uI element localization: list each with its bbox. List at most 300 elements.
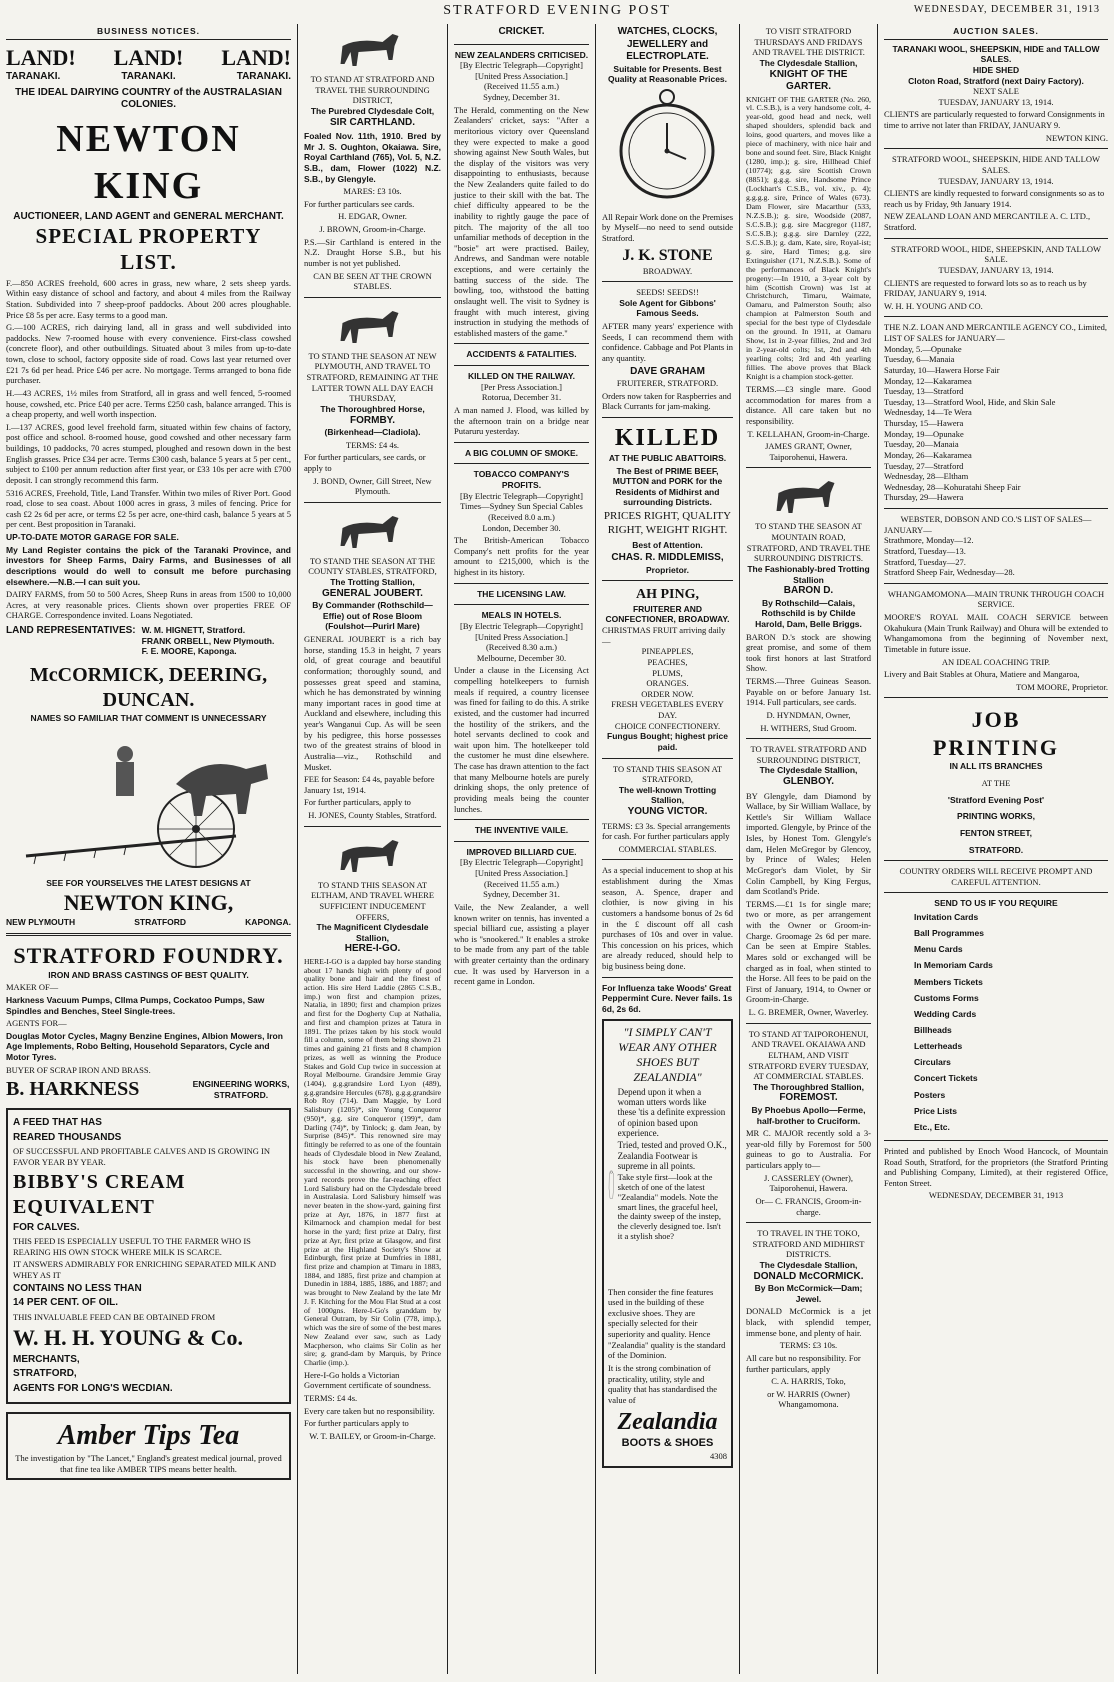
masthead-date: WEDNESDAY, DECEMBER 31, 1913 <box>913 4 1100 15</box>
sale-heading: TARANAKI WOOL, SHEEPSKIN, HIDE and TALLOW SALES. <box>892 43 1100 65</box>
list-item: Billheads <box>914 1024 952 1035</box>
ad-body: BY Glengyle, dam Diamond by Wallace, by Sir William Wallace, by Kettle's Sir William Wallace imported. Glengyle, by Prince of the Isles, by Honest Tom. Glengyle's dam, Helen McGregor by Glencoy, by Prince of Wales; Helen McGregor's dam Violet, by Sir Colin Campbell, by King Fergus, dam Scotland's Pride. <box>746 790 871 897</box>
list-item: Thursday, 15—Hawera <box>884 418 964 428</box>
bibby-answers: IT ANSWERS ADMIRABLY FOR ENRICHING SEPARATED MILK AND WHEY AS IT <box>13 1259 277 1280</box>
sale-body: CLIENTS are particularly requested to forward Consignments in time to arrive not later than FRIDAY, JANUARY 9. <box>884 109 1105 130</box>
ad-terms: TERMS.—£3 single mare. Good accommodation for mares from a distance. All care taken but no responsibility. <box>746 384 871 426</box>
ideal-dairying: THE IDEAL DAIRYING COUNTRY of the AUSTRALASIAN COLONIES. <box>15 86 282 111</box>
news-body: Under a clause in the Licensing Act compelling hotelkeepers to furnish meals if required, a country licensee was fined for failing to do this. A strike existed, and the customer had incurred the hostility of the strikers, and the hotel servants declined to cook and wait upon him. The hotelkeeper told the customer he must dine elsewhere. The case has drawn attention to the fact that many Melbourne hotels are purely drinking shops, the only pretence of providing meals being the counter lunches. <box>454 665 589 814</box>
divider <box>884 1140 1108 1141</box>
ad-groom: Or— C. FRANCIS, Groom-in-charge. <box>755 1195 862 1217</box>
agents-for-label: AGENTS FOR— <box>6 1018 67 1029</box>
ad-horse-name: GENERAL JOUBERT. <box>322 587 423 599</box>
masthead <box>0 0 1114 22</box>
column-stallions-2 <box>740 24 878 1674</box>
harkness-footer <box>6 1077 291 1102</box>
ad-body: MR C. MAJOR recently sold a 3-year-old filly by Foremost for 500 guineas to go to Australia. For particulars apply to— <box>746 1128 871 1170</box>
best-beef: The Best of PRIME BEEF, MUTTON and PORK for the Residents of Midhirst and surrounding Districts. <box>612 465 723 508</box>
zealandia-number: 4308 <box>710 1451 727 1462</box>
sale-list <box>884 535 1108 578</box>
stone-name: J. K. STONE <box>622 246 713 264</box>
ad-terms: TERMS.—Three Guineas Season. Payable on or before January 1st. 1914. Full particulars, see cards. <box>746 676 871 708</box>
bibby-percent: 14 PER CENT. OF OIL. <box>13 1297 119 1308</box>
ad-owner: H. EDGAR, Owner. <box>338 211 407 222</box>
list-item: Wednesday, 14—Te Wera <box>884 407 972 418</box>
maker-items: Harkness Vacuum Pumps, Cllma Pumps, Cockatoo Pumps, Saw Spindles and Benches, Steel Single-trees. <box>6 994 265 1016</box>
ad-body: DONALD McCormick is a jet black, with splendid temper, immense bone, and plenty of hair. <box>746 1306 871 1338</box>
seeds-agent: Sole Agent for Gibbons' Famous Seeds. <box>619 297 716 319</box>
divider <box>304 826 441 827</box>
zealandia-boots: BOOTS & SHOES <box>621 1437 714 1450</box>
special-property-list: SPECIAL PROPERTY LIST. <box>35 224 262 275</box>
divider <box>884 892 1108 893</box>
post-name: 'Stratford Evening Post' <box>947 794 1045 805</box>
list-item: Tuesday, 13—Stratford Wool, Hide, and Skin Sale <box>884 396 1056 407</box>
sale-date: TUESDAY, JANUARY 13, 1914. <box>938 96 1054 107</box>
abattoirs-line: AT THE PUBLIC ABATTOIRS. <box>608 452 727 463</box>
newton-king-footer: NEWTON KING, <box>63 890 234 915</box>
fruit-item: PINEAPPLES, <box>641 646 694 657</box>
list-item: Tuesday, 6—Manaia <box>884 354 955 365</box>
list-item: In Memoriam Cards <box>914 960 993 971</box>
column-stallions-1 <box>298 24 448 1674</box>
ad-breed: The Trotting Stallion, <box>330 577 415 587</box>
stratford-line: STRATFORD. <box>968 844 1024 855</box>
column-auction-sales <box>878 24 1114 1674</box>
listing-f: F.—850 ACRES freehold, 600 acres in grass, new whare, 2 sets sheep yards. Within easy distance of school and factory, and about 4 miles from the Railway Station. Subdivided into 7 sheep-proof paddocks. About 200 acres ploughable. Price £8 5s per acre. Easy terms to a good man. <box>6 277 291 320</box>
divider <box>884 238 1108 239</box>
town-name: STRATFORD <box>134 916 187 927</box>
bibby-useful: THIS FEED IS ESPECIALLY USEFUL TO THE FARMER WHO IS REARING HIS OWN STOCK WHERE MILK IS SCARCE. <box>13 1236 251 1257</box>
ad-owner: C. A. HARRIS, Toko, <box>771 1376 846 1387</box>
horse-icon <box>746 473 871 521</box>
zealandia-body: Tried, tested and proved O.K., Zealandia Footwear is supreme in all points. <box>617 1140 727 1171</box>
repair-note: All Repair Work done on the Premises by Myself—no need to send outside Stratford. <box>602 211 733 243</box>
list-item: Monday, 19—Opunake <box>884 428 964 439</box>
news-subheading: IMPROVED BILLIARD CUE. <box>466 846 577 857</box>
ad-breed: The Fashionably-bred Trotting Stallion <box>747 563 870 585</box>
list-item: Monday, 5.—Opunake <box>884 343 962 354</box>
at-the: AT THE <box>981 778 1011 788</box>
ad-cert: Here-I-Go holds a Victorian Government certificate of soundness. <box>304 1369 431 1391</box>
ad-pedigree: By Rothschild—Calais, Rothschild is by Childe Harold, Dam, Belle Briggs. <box>755 597 862 629</box>
zealandia-ad <box>602 1019 733 1468</box>
coach-heading: WHANGAMOMONA—MAIN TRUNK THROUGH COACH SERVICE. <box>887 588 1105 610</box>
divider <box>884 316 1108 317</box>
list-item: Stratford Sheep Fair, Wednesday—28. <box>884 567 1015 578</box>
ad-terms: TERMS.—£1 1s for single mare; two or more, as per arrangement with the Owner or Groom-in-Charge. Groomage 2s 6d per mare. Can be seen at Empire Stables. Mares sold or exchanged will be charged as in foal, when stinted to the Horse. All fees to be paid on the First of January, 1914, to Owner or Groom-in-Charge. <box>746 898 871 1005</box>
newton-king-heading: NEWTON KING <box>56 117 241 208</box>
list-item: Monday, 12—Kakaramea <box>884 375 972 386</box>
maker-of-label: MAKER OF— <box>6 982 59 993</box>
news-place: London, December 30. <box>482 522 561 533</box>
for-calves: FOR CALVES. <box>13 1221 80 1233</box>
ad-intro: TO VISIT STRATFORD THURSDAYS AND FRIDAYS AND TRAVEL THE DISTRICT. <box>752 26 865 58</box>
list-item: Tuesday, 20—Manaia <box>884 439 959 450</box>
seeds-heading: SEEDS! SEEDS!! <box>636 287 699 298</box>
zealandia-body: It is the strong combination of practicality, utility, style and quality that has standardised the value of <box>608 1362 718 1405</box>
list-item: Stratford, Tuesday—27. <box>884 556 966 567</box>
ad-breed: The Magnificent Clydesdale Stallion, <box>316 922 429 943</box>
middlemiss-name: CHAS. R. MIDDLEMISS, <box>611 552 724 564</box>
ad-further: For further particulars see cards. <box>304 198 415 209</box>
zealandia-brand: Zealandia <box>617 1409 718 1436</box>
taranaki-word: TARANAKI. <box>236 71 291 83</box>
ad-intro: TO TRAVEL STRATFORD AND SURROUNDING DISTRICT, <box>750 744 867 765</box>
news-body: The Herald, commenting on the New Zealanders' cricket, says: "After a meritorious victory over Queensland they were expected to make a good showing against New South Wales, but the display of the visitors was very disappointing to enthusiasts, because the New Zealanders quite failed to do justice to their skill with the bat. The chief difficulty appeared to be the inability to rightly gauge the pace of pitch. The majority of the all too unfamiliar methods of deception in the "bosie" art were practised. Bailey, Andrews, and Sandman were notable exceptions, and were certainly the batting success of the side. The bowling, too, withstood the batting onslaught well. The visit to Sydney is fraught with much interest, giving instruction in studying the methods of established masters of the game." <box>454 104 589 338</box>
nz-heading: THE N.Z. LOAN AND MERCANTILE AGENCY CO., Limited, <box>884 322 1108 333</box>
land-register: My Land Register contains the pick of the Taranaki Province, and investors for Sheep Farms, Dairy Farms, and Businesses of all descriptions would do well to consult me before purchasing elsewhere.—N.B.—I can suit you. <box>6 544 291 587</box>
list-item: Posters <box>914 1089 946 1100</box>
news-wire: [By Electric Telegraph—Copyright] Times—Sydney Sun Special Cables (Received 8.0 a.m.) <box>460 490 583 522</box>
divider <box>602 580 733 581</box>
list-item: Monday, 26—Kakaramea <box>884 449 972 460</box>
coach-body: MOORE'S ROYAL MAIL COACH SERVICE between Okahukura (Main Trunk Railway) and Ohura will be extended to Whangamomona from the beginning of November next, Timetable in future issue. <box>884 612 1108 654</box>
stone-address: BROADWAY. <box>642 265 693 276</box>
list-item: Price Lists <box>914 1105 957 1116</box>
job-heading: JOB <box>971 707 1021 733</box>
graham-orders: Orders now taken for Raspberries and Black Currants for jam-making. <box>602 390 732 412</box>
fungus-note: Fungus Bought; highest price paid. <box>607 731 728 752</box>
ad-body: Foaled Nov. 11th, 1910. Bred by Mr J. S. Oughton, Okaiawa. Sire, Royal Carthland (765), Vol. 5, N.Z. S.B., dam, Flower (1022) N.Z. S.B., by Glengyle. <box>304 131 441 184</box>
horse-icon <box>304 832 441 880</box>
ad-horse-name: FORMBY. <box>350 414 395 426</box>
xmas-fruit: CHRISTMAS FRUIT arriving daily— <box>602 625 726 646</box>
pocket-watch-icon <box>602 85 732 205</box>
ad-body: KNIGHT OF THE GARTER (No. 260, vl. C.S.B.), is a very handsome colt, 4-year-old, good head and neck, well shaped shoulders, splendid back and loins, good quarters, and moves like a piece of machinery, with nice hair and bone and sound feet. Sire, Black Knight (1280, imp.); g. sire, Hillhead Chief (10774); g.g. sire Scottish Crown (8851); g.g.g. sire, Handsome Prince (Lockhart's C.S.B., vol. xiv., p. 4); g.g.g.g. sire, Prince of Wales (673). Dam Flower, sire Macarthur (533, N.Z.S.B.); g. sire, Woodside (2087, S.C.S.B.); g.g. sire Macgregor (1187, S.C.S.B.); g.g.g. sire Darnley (222, S.C.S.B.); g. dam, Kate, sire, Royal-ist; g. sire, Hard Times; g.g. sire Extinguisher (171, N.Z.S.B.). Some of the performances of Black Knight's progeny:—In 1910, a 3-year colt by him (Scottish Crown) was 1st at Christchurch, Timaru, Waimate, Oamaru, and Palmerston South; also champion at Palmerston South and special for the best type of Clydesdale on the ground. In 1911, at Oamaru Show, 1st in 2-year fillies, 2nd and 3rd in 2-year-old colts; 1st, 2nd and 4th yearling colts; 3rd and 4th yearling fillies. The above proves that Black Knight is a champion stock-getter. <box>746 94 871 382</box>
news-heading: A BIG COLUMN OF SMOKE. <box>464 447 578 458</box>
divider <box>454 343 589 344</box>
divider <box>602 758 733 759</box>
ad-groom: J. BROWN, Groom-in-Charge. <box>319 224 426 234</box>
sale-sign: NEWTON KING. <box>1045 132 1108 143</box>
amber-note: The investigation by "The Lancet," England's greatest medical journal, proved that fine tea like AMBER TIPS means better health. <box>15 1453 282 1474</box>
amber-tips-ad <box>6 1412 291 1480</box>
ad-body: BARON D.'s stock are showing great promise, and some of them took first honors at last Stratford Show. <box>746 631 871 674</box>
land-word: LAND! <box>6 44 76 70</box>
news-place: Sydney, December 31. <box>483 889 560 900</box>
ad-owner: J. CASSERLEY (Owner), Taiporohenui, Hawera. <box>764 1172 853 1194</box>
web-heading: WEBSTER, DOBSON AND CO.'S LIST OF SALES— <box>900 514 1092 524</box>
ad-owner: L. G. BREMER, Owner, Waverley. <box>748 1007 869 1017</box>
young-stratford: STRATFORD, <box>13 1368 77 1380</box>
branches-line: IN ALL ITS BRANCHES <box>949 761 1043 772</box>
divider <box>454 442 589 443</box>
ad-owner: H. JONES, County Stables, Stratford. <box>308 810 437 820</box>
ad-owner: D. HYNDMAN, Owner, <box>766 709 851 720</box>
harkness-name: B. HARKNESS <box>6 1078 140 1101</box>
news-received: (Received 11.55 a.m.) <box>484 81 559 92</box>
ad-horse-name: BARON D. <box>783 585 834 597</box>
ad-further: For further particulars, see cards, or apply to <box>304 452 426 473</box>
ad-breed: The Clydesdale Stallion, <box>759 765 858 776</box>
divider <box>6 933 291 936</box>
feed-line: REARED THOUSANDS <box>13 1131 122 1143</box>
divider <box>884 583 1108 584</box>
taranaki-word: TARANAKI. <box>6 71 61 83</box>
ad-seen: CAN BE SEEN AT THE CROWN STABLES. <box>313 270 432 292</box>
list-item: Wednesday, 28—Eltham <box>884 471 969 482</box>
coach-owner: TOM MOORE, Proprietor. <box>1016 681 1108 692</box>
list-item: Stratford, Tuesday—13. <box>884 545 966 556</box>
news-heading: ACCIDENTS & FATALITIES. <box>466 349 577 360</box>
list-item: Letterheads <box>914 1041 963 1052</box>
reps-label: LAND REPRESENTATIVES: <box>6 625 136 636</box>
land-word: LAND! <box>221 44 291 70</box>
news-heading: THE LICENSING LAW. <box>477 588 566 599</box>
listing-5316: 5316 ACRES, Freehold, Title, Land Transfer. Within two miles of River Port. Good road, close to sea coast. About 1000 acres in grass, 3 miles of fencing. Price for cash £2 2s 6d per acre, or terms £2 5s per acre, one-third cash, balance 5 years at 5 per cent. Best proposition in Taranaki. <box>6 487 291 530</box>
news-wire: [By Electric Telegraph—Copyright] [United Press Association.] <box>460 857 583 878</box>
scrap-buyer: BUYER OF SCRAP IRON AND BRASS. <box>6 1064 151 1075</box>
divider <box>884 697 1108 698</box>
nz-subheading: LIST OF SALES for JANUARY— <box>884 333 1005 343</box>
divider <box>602 977 733 978</box>
divider <box>884 508 1108 509</box>
sale-heading: STRATFORD WOOL, HIDE, SHEEPSKIN, AND TALLOW SALE. <box>890 243 1102 265</box>
ad-owner: JAMES GRANT, Owner, Taiporohenui, Hawera. <box>765 441 852 462</box>
news-subheading: KILLED ON THE RAILWAY. <box>468 371 575 381</box>
prices-right: PRICES RIGHT, QUALITY RIGHT, WEIGHT RIGHT. <box>603 510 732 536</box>
news-subheading: MEALS IN HOTELS. <box>481 610 562 621</box>
ad-horse-name: KNIGHT OF THE GARTER. <box>769 68 848 92</box>
divider <box>454 841 589 842</box>
web-subheading: JANUARY— <box>884 524 932 535</box>
fruit-item: PLUMS, <box>652 667 683 678</box>
foundry-heading: STRATFORD FOUNDRY. <box>13 943 284 969</box>
divider <box>304 297 441 298</box>
ad-further: For further particulars apply to <box>304 1418 409 1429</box>
ad-pedigree: By Bon McCormick—Dam; Jewel. <box>754 1283 863 1304</box>
shoe-sketch-icon <box>608 1085 615 1285</box>
news-received: (Received 11.55 a.m.) <box>484 878 559 889</box>
sale-location: Cloton Road, Stratford (next Dairy Factory). <box>908 75 1084 86</box>
mccormick-heading: McCORMICK, DEERING, DUNCAN. <box>29 663 268 711</box>
list-item: Thursday, 29—Hawera <box>884 492 964 503</box>
zealandia-body: Take style first—look at the sketch of one of the latest "Zealandia" models. Note the smart lines, the graceful heel, the dainty sweep of the instep, the cleverly designed toe. Isn't it a stylish shoe? <box>617 1172 722 1241</box>
divider <box>454 365 589 366</box>
ad-intro: TO STAND THE SEASON AT NEW PLYMOUTH, AND TRAVEL TO STRATFORD, REMAINING AT THE LATTER TOWN ALL DAY EACH THURSDAY, <box>306 350 439 404</box>
town-name: KAPONGA. <box>245 916 291 927</box>
divider <box>746 1023 871 1024</box>
land-representatives <box>6 625 291 657</box>
divider <box>884 860 1108 861</box>
ad-care: All care but no responsibility. For further particulars, apply <box>746 1352 861 1374</box>
section-header: BUSINESS NOTICES. <box>6 26 291 40</box>
fresh-veg: FRESH VEGETABLES EVERY DAY. <box>611 699 724 720</box>
auctioneer-line: AUCTIONEER, LAND AGENT and GENERAL MERCHANT. <box>13 210 284 222</box>
next-sale: NEXT SALE <box>973 86 1019 97</box>
listing-i: I.—137 ACRES, good level freehold farm, situated within few chains of factory, post office and school. 8-roomed house, good cowshed and other necessary farm buildings, 10 paddocks, 70 acres stumped, ploughed and resown down in the best English grasses. Price £34 per acre. Terms £300 cash, balance 5 years at 5 per cent., subject to £100 per annum reduction after first year, or £33 10s per acre with £700 deposit. I can strongly recommend this farm. <box>6 421 291 485</box>
young-name: W. H. H. YOUNG & Co. <box>13 1325 243 1351</box>
printing-works: PRINTING WORKS, <box>957 811 1035 822</box>
graham-name: DAVE GRAHAM <box>630 365 705 377</box>
list-item: Customs Forms <box>914 992 979 1003</box>
ad-intro: TO STAND THIS SEASON AT ELTHAM, AND TRAVEL WHERE SUFFICIENT INDUCEMENT OFFERS, <box>310 879 435 922</box>
list-item: Saturday, 10—Hawera Horse Fair <box>884 364 1000 375</box>
young-agents: AGENTS FOR LONG'S WECDIAN. <box>13 1382 173 1394</box>
coach-ideal: AN IDEAL COACHING TRIP. <box>941 656 1051 667</box>
ad-groom: T. KELLAHAN, Groom-in-Charge. <box>747 428 870 439</box>
ad-terms: TERMS: £3 3s. Special arrangements for cash. For further particulars apply <box>602 820 731 842</box>
ad-pedigree: By Commander (Rothschild—Effie) out of Rose Bloom (Foulshot—Purirl Mare) <box>312 600 433 632</box>
sale-body: CLIENTS are kindly requested to forward consignments so as to reach us by Friday, 9th January 1914. <box>884 188 1105 209</box>
ad-owner: J. BOND, Owner, Gill Street, New Plymouth. <box>313 475 432 497</box>
ahping-name: AH PING, <box>636 587 699 603</box>
news-wire: [Per Press Association.] <box>481 381 562 392</box>
ahping-trade: FRUITERER AND CONFECTIONER, BROADWAY. <box>605 603 730 625</box>
castings-line: IRON AND BRASS CASTINGS OF BEST QUALITY. <box>48 969 249 980</box>
zealandia-body: Depend upon it when a woman utters words like these 'tis a definite expression of opinion based upon experience. <box>617 1086 726 1138</box>
ad-terms: TERMS: £4 4s. <box>304 1392 358 1403</box>
mower-illustration <box>6 724 290 874</box>
watch-heading: WATCHES, CLOCKS, JEWELLERY and ELECTROPLATE. <box>617 26 718 62</box>
divider <box>602 859 733 860</box>
news-subheading: NEW ZEALANDERS CRITICISED. <box>454 49 589 60</box>
section-header: AUCTION SALES. <box>884 26 1108 40</box>
ad-groom: H. WITHERS, Stud Groom. <box>760 722 857 733</box>
divider <box>454 463 589 464</box>
bibby-heading: BIBBY'S CREAM EQUIVALENT <box>13 1170 186 1218</box>
sale-date: TUESDAY, JANUARY 13, 1914. <box>938 264 1054 275</box>
divider <box>746 738 871 739</box>
news-place: Sydney, December 31. <box>483 92 560 102</box>
list-item: Members Tickets <box>914 976 983 987</box>
watch-sub: Suitable for Presents. Best Quality at Reasonable Prices. <box>607 63 728 85</box>
ad-breed: The Purebred Clydesdale Colt, <box>310 105 435 116</box>
country-orders: COUNTRY ORDERS WILL RECEIVE PROMPT AND CAREFUL ATTENTION. <box>899 866 1093 887</box>
ad-horse-name: FOREMOST. <box>779 1092 838 1104</box>
bibby-contains: CONTAINS NO LESS THAN <box>13 1282 142 1294</box>
horse-icon <box>304 303 441 351</box>
bibby-ad <box>6 1108 291 1404</box>
rep-name: F. E. MOORE, Kaponga. <box>141 646 237 657</box>
zealandia-body: Then consider the fine features used in the building of these exclusive shoes. They are specially selected for their superiority and quality. Hence "Zealandia" quality is the standard of the Dominion. <box>608 1286 726 1361</box>
woods-note: For Influenza take Woods' Great Peppermint Cure. Never fails. 1s 6d, 2s 6d. <box>602 982 733 1014</box>
divider <box>454 44 589 45</box>
spence-note: As a special inducement to shop at his establishment during the Xmas season, A. Spence, draper and clothier, is now giving in his customers a handsome bonus of 2s 6d in the £ discount off all cash purchases of 10s and over in value. This concession on his prices, which are already reduced, should help to big business being done. <box>602 865 733 971</box>
news-received: (Received 8.30 a.m.) <box>485 642 558 653</box>
ad-breed: The Clydesdale Stallion, <box>759 57 858 68</box>
ad-intro: TO STAND THE SEASON AT THE COUNTY STABLES, STRATFORD, <box>308 555 437 577</box>
hide-shed: HIDE SHED <box>972 64 1020 75</box>
ad-pedigree: (Birkenhead—Cladiola). <box>324 427 421 437</box>
engineering-works: ENGINEERING WORKS, STRATFORD. <box>192 1079 290 1100</box>
divider <box>454 604 589 605</box>
news-heading: THE INVENTIVE VAILE. <box>474 825 569 836</box>
divider <box>884 148 1108 149</box>
ad-mares: MARES: £3 10s. <box>343 186 402 197</box>
see-for-yourselves: SEE FOR YOURSELVES THE LATEST DESIGNS AT <box>46 878 251 889</box>
ad-horse-name: DONALD McCORMICK. <box>753 1270 864 1282</box>
horse-icon <box>304 508 441 556</box>
masthead-title: STRATFORD EVENING POST <box>443 3 671 18</box>
town-name: NEW PLYMOUTH <box>6 916 76 927</box>
ad-care: Every care taken but no responsibility. <box>304 1405 435 1416</box>
ad-breed: The Thoroughbred Stallion, <box>753 1081 864 1092</box>
sale-sign: NEW ZEALAND LOAN AND MERCANTILE A. C. LTD., Stratford. <box>884 211 1091 232</box>
ad-horse-name: YOUNG VICTOR. <box>627 806 708 817</box>
imprint: Printed and published by Enoch Wood Hancock, of Mountain Road South, Stratford, for the proprietors (the Stratford Printing and Publishing Company, Limited), at their registered Office, Fenton Street. <box>884 1145 1108 1188</box>
ad-further: For further particulars, apply to <box>304 797 411 808</box>
young-merchants: MERCHANTS, <box>13 1353 80 1365</box>
zealandia-quote: "I SIMPLY CAN'T WEAR ANY OTHER SHOES BUT ZEALANDIA" <box>618 1024 717 1084</box>
list-item: Wedding Cards <box>914 1008 977 1019</box>
print-items <box>884 909 1108 1135</box>
ad-breed: The Thoroughbred Horse, <box>320 403 425 414</box>
list-item: Invitation Cards <box>914 912 979 922</box>
ad-owner: W. T. BAILEY, or Groom-in-Charge. <box>309 1430 436 1441</box>
taranaki-banner <box>6 71 291 84</box>
listing-h: H.—43 ACRES, 1½ miles from Stratford, all in grass and well fenced, 5-roomed house, cowshed, etc. Price £40 per acre. Terms £250 cash, balance arranged. This is a cheap property, and well worth inspection. <box>6 387 291 420</box>
list-item: Tuesday, 13—Stratford <box>884 386 964 397</box>
ad-intro: TO STAND AT TAIPOROHENUI, AND TRAVEL OKAIAWA AND ELTHAM, AND VISIT STRATFORD EVERY TUESDAY, AT COMMERCIAL STABLES. <box>748 1028 869 1082</box>
horse-icon <box>304 26 441 74</box>
motor-garage: UP-TO-DATE MOTOR GARAGE FOR SALE. <box>6 532 179 542</box>
imprint-date: WEDNESDAY, DECEMBER 31, 1913 <box>928 1190 1064 1201</box>
news-subheading: TOBACCO COMPANY'S PROFITS. <box>473 469 570 490</box>
list-item: Concert Tickets <box>914 1073 978 1084</box>
ad-pedigree: By Phoebus Apollo—Ferme, half-brother to Cruciform. <box>751 1104 866 1126</box>
ad-horse-name: GLENBOY. <box>782 776 835 787</box>
news-wire: [By Electric Telegraph—Copyright] [United Press Association.] <box>460 620 583 642</box>
agent-items: Douglas Motor Cycles, Magny Benzine Engines, Albion Mowers, Iron Age Implements, Robo Belting, Household Separators, Cycle and Motor Tyres. <box>6 1030 283 1062</box>
news-body: The British-American Tobacco Company's nett profits for the year amount to £215,000, which is the highest in its history. <box>454 535 589 577</box>
ad-intro: TO TRAVEL IN THE TOKO, STRATFORD AND MIDHIRST DISTRICTS. <box>752 1228 865 1260</box>
ad-body: HERE-I-GO is a dappled bay horse standing about 17 hands high with plenty of good quality bone and hair and the finest of action. His sire Herd Laddie (2865 C.S.B., imp.) won first and champion prizes, Natalia, in 1890; first and champion prizes and first for the Dogherty Cup at Nathalia, and first and champion prizes at Tatura in 1891. The prizes taken by his stock would fill a column, some of them being shown 21 times and gaining 21 firsts and 8 champion prizes, as well as winning the Produce Stakes and Gold Cup twice in succession at Royal Melbourne. Grandsire Jemmie Gray (1404), g.g.grandsire Lord Lyon (489), g.g.grandsire Hercules (678), g.g.g.grandsire Rob Roy (714). Dam Maggie, by Lord Salisbury (1205)*, sire Young Conqueror (950)*, g.g. sire Conqueror (199)*, dam Darling (74)*, by Tinlock; g. dam Jean, by Surprise (845)*. This renowned sire may fittingly be referred to as one of the fountain heads of Clydesdale blood in New Zealand, his stock have been phenomenally successful in the showring, and our show-yard records prove the far-reaching effect Lord Salisbury had on the Clydesdale breed in Australasia. Lord Salisbury himself was never beaten in the show-yard, gaining first prize at Ayr, 1876, in 1877 first at Kilmarnock and champion medal for best horse in the yard; first prize at Dalry, first prize at Ayr, first prize at Glasgow, and first prize at the Highland Society's Show at Edinburgh, first prize at Dumfries in 1881, first prize and champion at Timaru in 1883, 1884, and 1885, first prize and champion at Dunedin in 1884, 1885, 1886, and 1887; and was brought to New Zealand by the late Mr J. F. Kitching for the Mou Flat Stud at a cost of 1000gns. Here-I-Go's granddam by General Outram, by Sir Colin (778, imp.), which was the sire of some of the best mares New Zealand ever saw, such as Lady Macpherson, who claims Sir Colin as her sire; g. grand-dam by Marquis, by Prince Charlie (imp.). <box>304 956 441 1367</box>
column-business-notices <box>0 24 298 1674</box>
middlemiss-title: Proprietor. <box>646 564 689 575</box>
sale-date: TUESDAY, JANUARY 13, 1914. <box>938 175 1054 186</box>
taranaki-word: TARANAKI. <box>121 71 176 83</box>
feed-line: OF SUCCESSFUL AND PROFITABLE CALVES AND IS GROWING IN FAVOR YEAR BY YEAR. <box>13 1146 271 1167</box>
bibby-obtained: THIS INVALUABLE FEED CAN BE OBTAINED FROM <box>13 1311 216 1322</box>
ad-fee: FEE for Season: £4 4s, payable before January 1st, 1914. <box>304 774 435 795</box>
town-list <box>6 917 291 928</box>
choice-confectionery: CHOICE CONFECTIONERY. <box>614 720 721 731</box>
list-item: Ball Programmes <box>914 928 984 939</box>
column-news <box>448 24 596 1674</box>
divider <box>602 417 733 418</box>
news-place: Rotorua, December 31. <box>481 392 562 403</box>
divider <box>746 467 871 468</box>
ad-breed: The well-known Trotting Stallion, <box>618 784 717 806</box>
printing-heading: PRINTING <box>932 734 1059 760</box>
list-item: Etc., Etc. <box>914 1121 950 1132</box>
ad-terms: TERMS: £3 10s. <box>779 1340 838 1351</box>
divider <box>304 502 441 503</box>
land-word: LAND! <box>113 44 184 70</box>
seeds-body: AFTER many years' experience with Seeds, I can recommend them with confidence. Cabbage and Pot Plants in any quantity. <box>602 321 733 363</box>
ad-horse-name: HERE-I-GO. <box>344 943 401 955</box>
divider <box>746 1222 871 1223</box>
list-item: Strathmore, Monday—12. <box>884 535 974 546</box>
names-familiar: NAMES SO FAMILIAR THAT COMMENT IS UNNECESSARY <box>30 712 267 723</box>
land-banner <box>6 44 291 72</box>
ad-breed: The Clydesdale Stallion, <box>759 1260 858 1270</box>
news-place: Melbourne, December 30. <box>476 652 567 663</box>
order-now: ORDER NOW. <box>641 688 694 699</box>
sale-sign: W. H. H. YOUNG AND CO. <box>884 300 983 311</box>
news-heading: CRICKET. <box>498 26 545 37</box>
ad-ps: P.S.—Sir Carthland is entered in the N.Z. Draught Horse S.B., but his number is not yet published. <box>304 236 441 268</box>
sale-heading: STRATFORD WOOL, SHEEPSKIN, HIDE AND TALLOW SALES. <box>892 154 1100 175</box>
list-item: Tuesday, 27—Stratford <box>884 460 964 471</box>
list-item: Circulars <box>914 1057 951 1068</box>
feed-line: A FEED THAT HAS <box>13 1117 102 1129</box>
listing-g: G.—100 ACRES, rich dairying land, all in grass and well subdivided into paddocks. New 7-roomed house with every convenience. First-class cowshed (concrete floor), and other outbuildings. Situated about 3 miles from up-to-date town, close to school, factory opposite side of road. Cows last year returned over £21 7s 6d per head. Price £46 per acre. No mortgage. Terms arranged to bona fide purchaser. <box>6 322 291 386</box>
ad-stables: COMMERCIAL STABLES. <box>618 843 717 854</box>
divider <box>602 281 733 282</box>
